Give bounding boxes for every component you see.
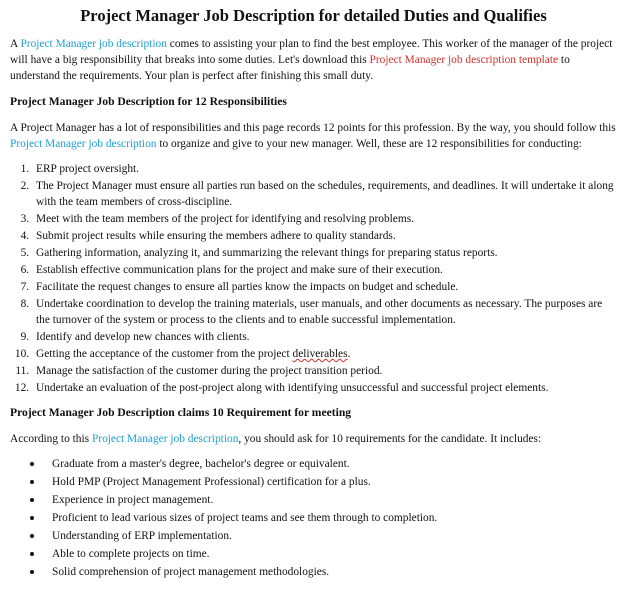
intro-text-3: to understand the requirements. Your plan is perfect after finishing this small duty. (10, 54, 570, 82)
spellcheck-word: deliverables (292, 348, 348, 360)
responsibilities-text-2: to organize and give to your new manager. Well, these are 12 responsibilities for conducting: (156, 138, 582, 150)
list-item: Proficient to lead various sizes of project teams and see them through to completion. (52, 510, 617, 526)
list-item: Understanding of ERP implementation. (52, 528, 617, 544)
job-description-template-link[interactable]: Project Manager job description template (369, 54, 559, 66)
list-item: Solid comprehension of project management methodologies. (52, 564, 617, 580)
job-description-link[interactable]: Project Manager job description (20, 38, 167, 50)
list-item: Graduate from a master's degree, bachelor's degree or equivalent. (52, 456, 617, 472)
bullet-icon (30, 534, 34, 538)
requirements-list (10, 456, 617, 580)
list-item: 9. Identify and develop new chances with clients. (32, 329, 617, 345)
responsibilities-paragraph (10, 120, 617, 152)
requirements-heading: Project Manager Job Description claims 10 Requirement for meeting (10, 406, 352, 419)
list-item: Hold PMP (Project Management Professional) certification for a plus. (52, 474, 617, 490)
page-title: Project Manager Job Description for detailed Duties and Qualifies (80, 6, 547, 25)
list-item: 5. Gathering information, analyzing it, and summarizing the relevant things for preparing status reports. (32, 245, 617, 261)
list-item: Experience in project management. (52, 492, 617, 508)
responsibilities-list (10, 161, 617, 396)
responsibilities-text-1: A Project Manager has a lot of responsibilities and this page records 12 points for this profession. By the way, you should follow this (10, 122, 616, 134)
bullet-icon (30, 552, 34, 556)
list-item: 10. Getting the acceptance of the customer from the project deliverables. (32, 346, 617, 362)
list-item: 1. ERP project oversight. (32, 161, 617, 177)
list-item: 8. Undertake coordination to develop the training materials, user manuals, and other documents as necessary. The purposes are the turnover of the system or process to the clients and to enable successful implementation. (32, 296, 617, 328)
requirements-job-description-link[interactable]: Project Manager job description (91, 433, 239, 445)
list-item: 12. Undertake an evaluation of the post-project along with identifying unsuccessful and successful project elements. (32, 380, 617, 396)
list-item: 6. Establish effective communication plans for the project and make sure of their execution. (32, 262, 617, 278)
intro-text-2: comes to assisting your plan to find the best employee. This worker of the manager of the project will have a big responsibility that breaks into some duties. Let's download this (10, 38, 613, 66)
bullet-icon (30, 480, 34, 484)
requirements-text-2: , you should ask for 10 requirements for the candidate. It includes: (238, 433, 542, 445)
list-item: 2. The Project Manager must ensure all parties run based on the schedules, requirements, and deadlines. It will undertake it along with the team members of cross-discipline. (32, 178, 617, 210)
bullet-icon (30, 570, 34, 574)
list-item: 3. Meet with the team members of the project for identifying and resolving problems. (32, 211, 617, 227)
list-item: 11. Manage the satisfaction of the customer during the project transition period. (32, 363, 617, 379)
intro-text-1: A (10, 38, 21, 50)
bullet-icon (30, 516, 34, 520)
intro-paragraph (10, 36, 617, 84)
list-item: Able to complete projects on time. (52, 546, 617, 562)
bullet-icon (30, 498, 34, 502)
responsibilities-heading: Project Manager Job Description for 12 Responsibilities (10, 95, 287, 108)
list-item: 7. Facilitate the request changes to ensure all parties know the impacts on budget and schedule. (32, 279, 617, 295)
bullet-icon (30, 462, 34, 466)
requirements-paragraph (10, 431, 617, 447)
list-item: 4. Submit project results while ensuring the members adhere to quality standards. (32, 228, 617, 244)
responsibilities-job-description-link[interactable]: Project Manager job description (10, 138, 157, 150)
requirements-text-1: According to this (10, 433, 92, 445)
